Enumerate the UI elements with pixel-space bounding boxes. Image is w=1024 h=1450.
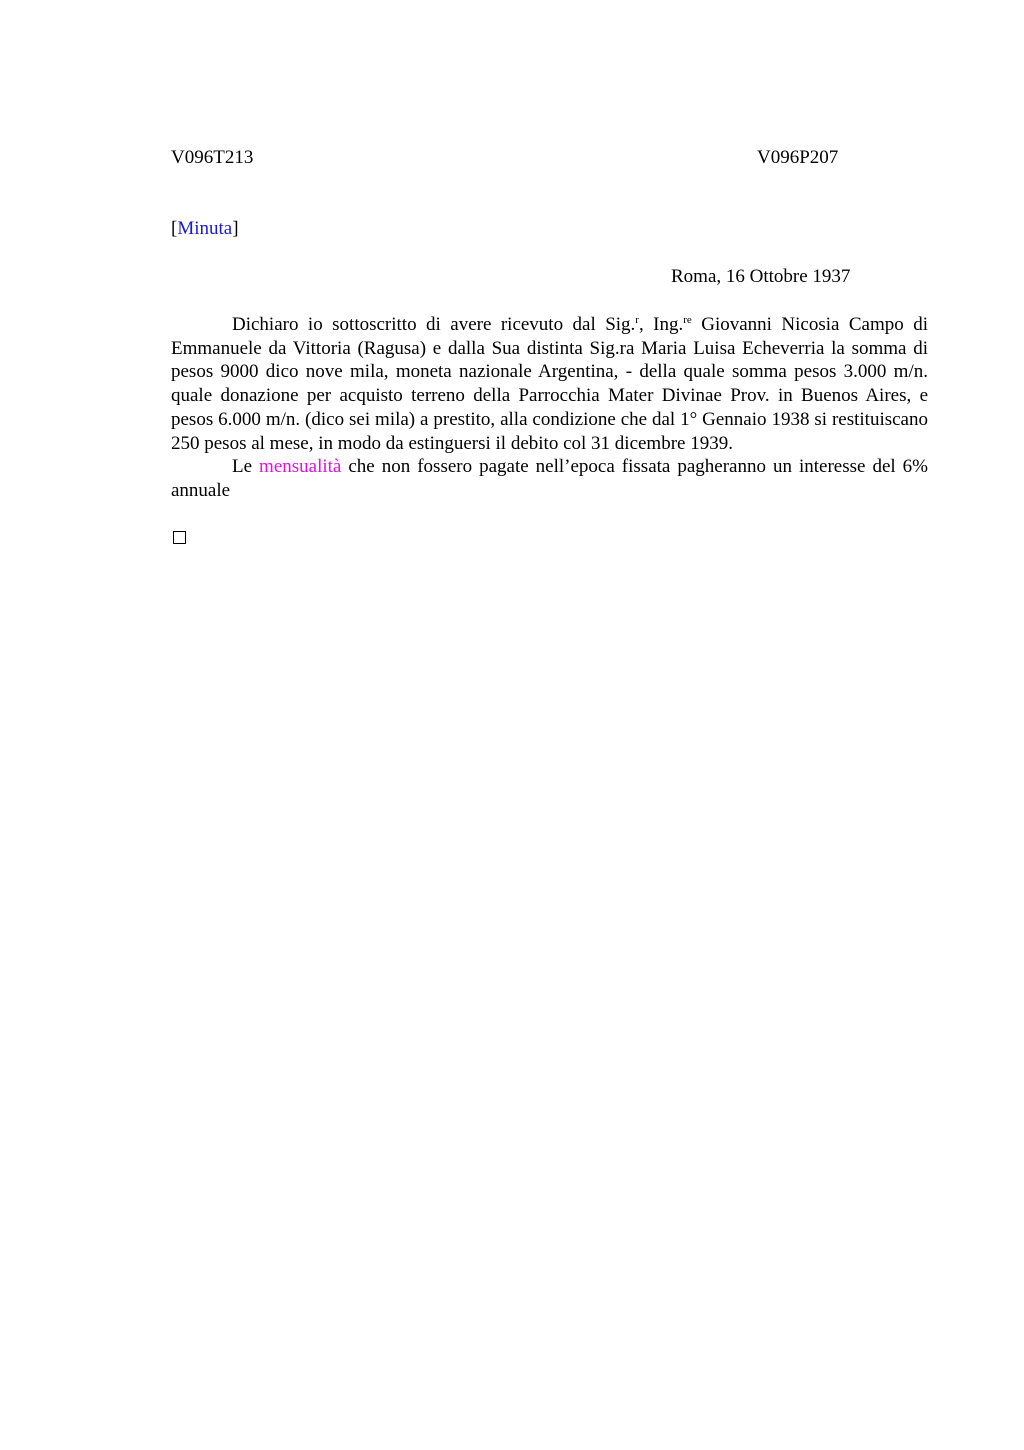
draft-tag-label: Minuta: [177, 218, 233, 239]
paragraph-interest-rest: che non fossero pagate nell’epoca fissata pagheranno un interesse del 6% annuale: [171, 456, 928, 501]
empty-square-icon: [173, 531, 186, 544]
paragraph-receipt-part3: Giovanni Nicosia Campo di Emmanuele da Vittoria (Ragusa) e dalla Sua distinta Sig.ra Maria Luisa Echeverria la somma di pesos 9000 dico nove mila, moneta nazionale Argentina, - della quale somma pesos 3.000 m/n. quale donazione per acquisto terreno della Parrocchia Mater Divinae Prov. in Buenos Aires, e pesos 6.000 m/n. (dico sei mila) a prestito, alla condizione che dal 1° Gennaio 1938 si restituiscano 250 pesos al mese, in modo da estinguersi il debito col 31 dicembre 1939.: [171, 314, 928, 454]
paragraph-interest: [171, 455, 928, 502]
superscript-re: re: [683, 314, 692, 326]
paragraph-receipt: [171, 313, 928, 455]
paragraph-receipt-part1: Dichiaro io sottoscritto di avere ricevuto dal Sig.: [232, 314, 636, 335]
letter-body: [171, 313, 928, 503]
draft-tag: [171, 218, 239, 240]
date-line: Roma, 16 Ottobre 1937: [671, 266, 851, 287]
superscript-r: r: [635, 314, 639, 326]
document-code-left: V096T213: [171, 147, 254, 168]
document-code-right: V096P207: [757, 147, 839, 168]
paragraph-receipt-part2: , Ing.: [638, 314, 684, 335]
open-bracket: [: [171, 218, 178, 239]
paragraph-interest-lead: Le: [232, 456, 260, 478]
close-bracket: ]: [232, 218, 239, 239]
highlighted-word: mensualità: [259, 456, 342, 478]
